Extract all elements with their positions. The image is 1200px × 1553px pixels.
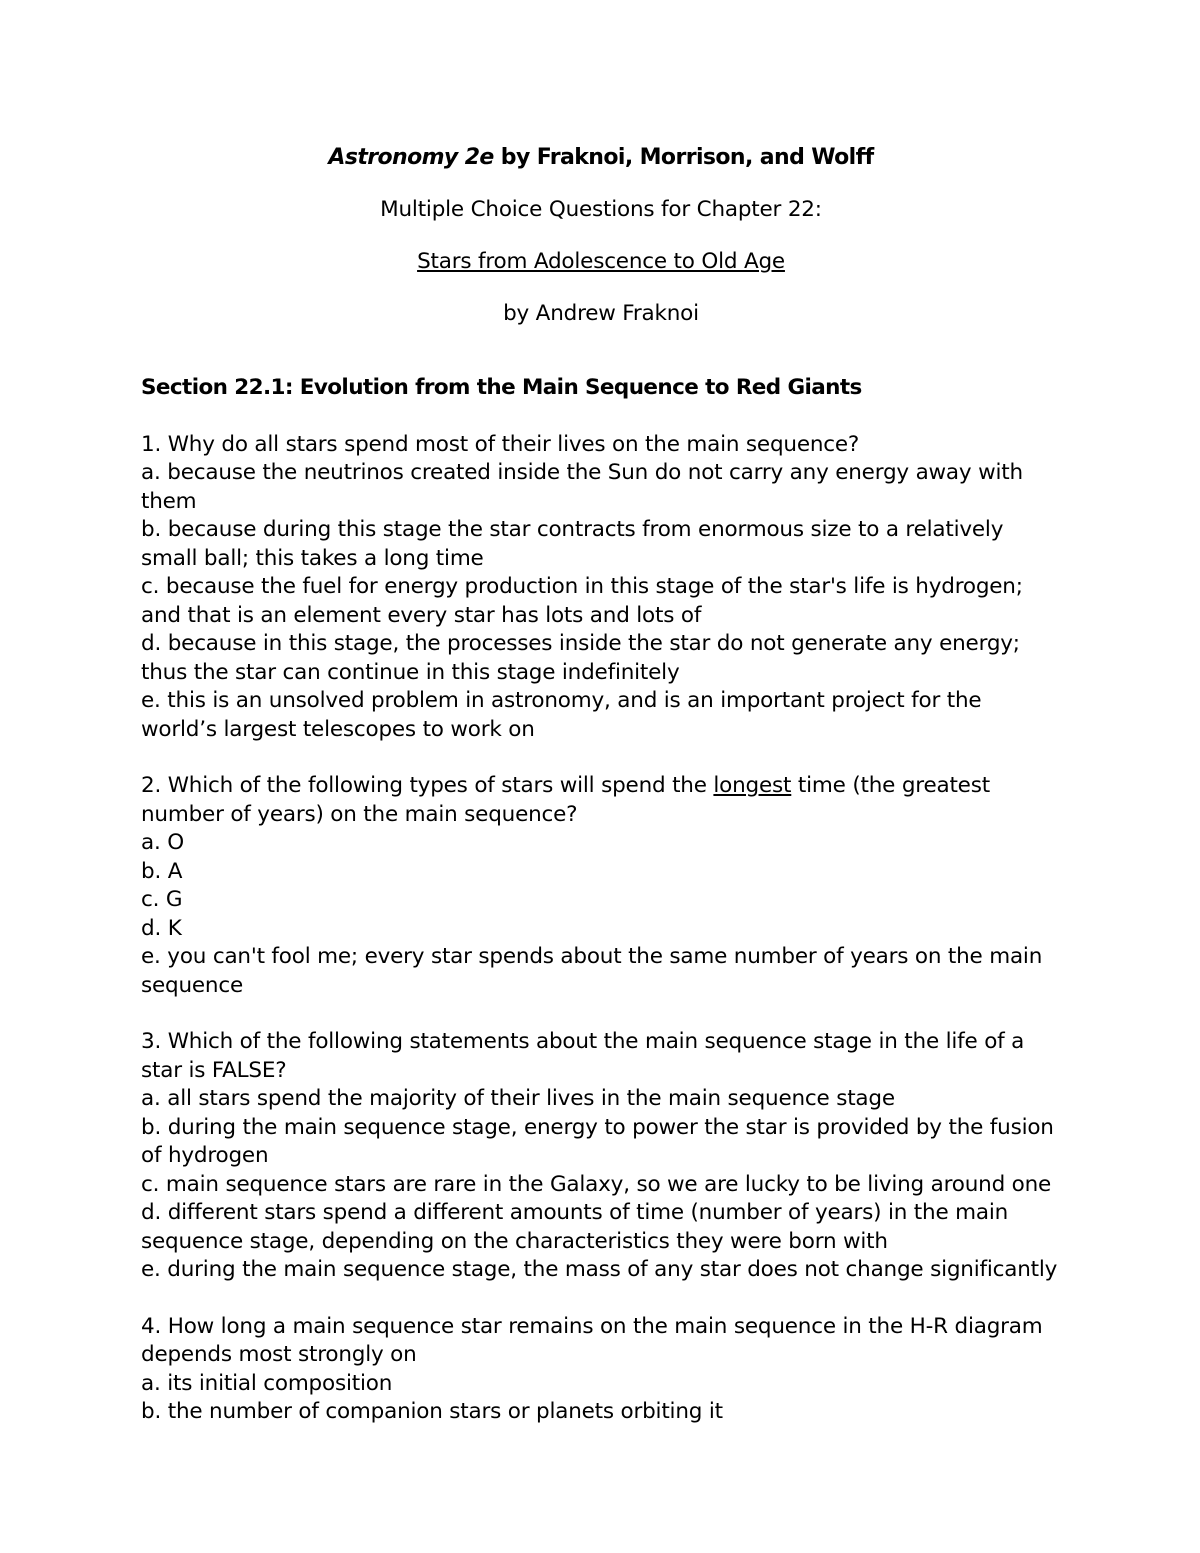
question-1: [141, 431, 1061, 745]
answer-option: e. this is an unsolved problem in astronomy, and is an important project for the world’s largest telescopes to work on: [141, 688, 982, 742]
question-2: [141, 772, 1061, 1000]
document-page: [141, 140, 1061, 1427]
answer-option: b. during the main sequence stage, energy to power the star is provided by the fusion of hydrogen: [141, 1114, 1054, 1168]
answer-option: b. A: [141, 858, 183, 884]
question-stem: 4. How long a main sequence star remains on the main sequence in the H-R diagram depends most strongly on: [141, 1313, 1043, 1367]
answer-option: a. because the neutrinos created inside the Sun do not carry any energy away with them: [141, 460, 1023, 514]
document-subtitle: Multiple Choice Questions for Chapter 22:: [380, 197, 822, 222]
question-stem: 3. Which of the following statements about the main sequence stage in the life of a star is FALSE?: [141, 1029, 1025, 1083]
answer-option: d. different stars spend a different amounts of time (number of years) in the main sequence stage, depending on the characteristics they were born with: [141, 1200, 1009, 1254]
question-stem: 1. Why do all stars spend most of their lives on the main sequence?: [141, 431, 860, 457]
answer-option: e. you can't fool me; every star spends about the same number of years on the main sequence: [141, 944, 1043, 998]
author-line: by Andrew Fraknoi: [503, 301, 699, 326]
question-stem: [141, 772, 1061, 829]
answer-option: d. because in this stage, the processes inside the star do not generate any energy; thus the star can continue in this stage indefinitely: [141, 631, 1020, 685]
answer-option: c. G: [141, 887, 183, 912]
answer-option: d. K: [141, 915, 182, 941]
section-heading: Section 22.1: Evolution from the Main Sequence to Red Giants: [141, 375, 862, 400]
answer-option: a. its initial composition: [141, 1370, 393, 1396]
answer-option: e. during the main sequence stage, the mass of any star does not change significantly: [141, 1257, 1058, 1282]
book-title: [141, 140, 1061, 176]
chapter-title: Stars from Adolescence to Old Age: [417, 249, 785, 274]
question-3: [141, 1028, 1061, 1285]
book-title-italic: Astronomy 2e: [328, 145, 494, 170]
question-4: [141, 1313, 1061, 1427]
answer-option: a. all stars spend the majority of their lives in the main sequence stage: [141, 1086, 895, 1111]
answer-option: c. main sequence stars are rare in the Galaxy, so we are lucky to be living around one: [141, 1171, 1052, 1197]
question-stem-start: 2. Which of the following types of stars will spend the: [141, 773, 714, 798]
book-title-rest: by Fraknoi, Morrison, and Wolff: [493, 145, 874, 170]
question-stem-underlined: longest: [713, 773, 792, 798]
answer-option: b. the number of companion stars or planets orbiting it: [141, 1399, 723, 1424]
question-stem-end: time (the greatest number of years) on the main sequence?: [141, 773, 990, 827]
answer-option: b. because during this stage the star contracts from enormous size to a relatively small ball; this takes a long time: [141, 517, 1004, 571]
answer-option: c. because the fuel for energy production in this stage of the star's life is hydrogen; and that is an element every star has lots and lots of: [141, 574, 1023, 628]
answer-option: a. O: [141, 830, 184, 855]
